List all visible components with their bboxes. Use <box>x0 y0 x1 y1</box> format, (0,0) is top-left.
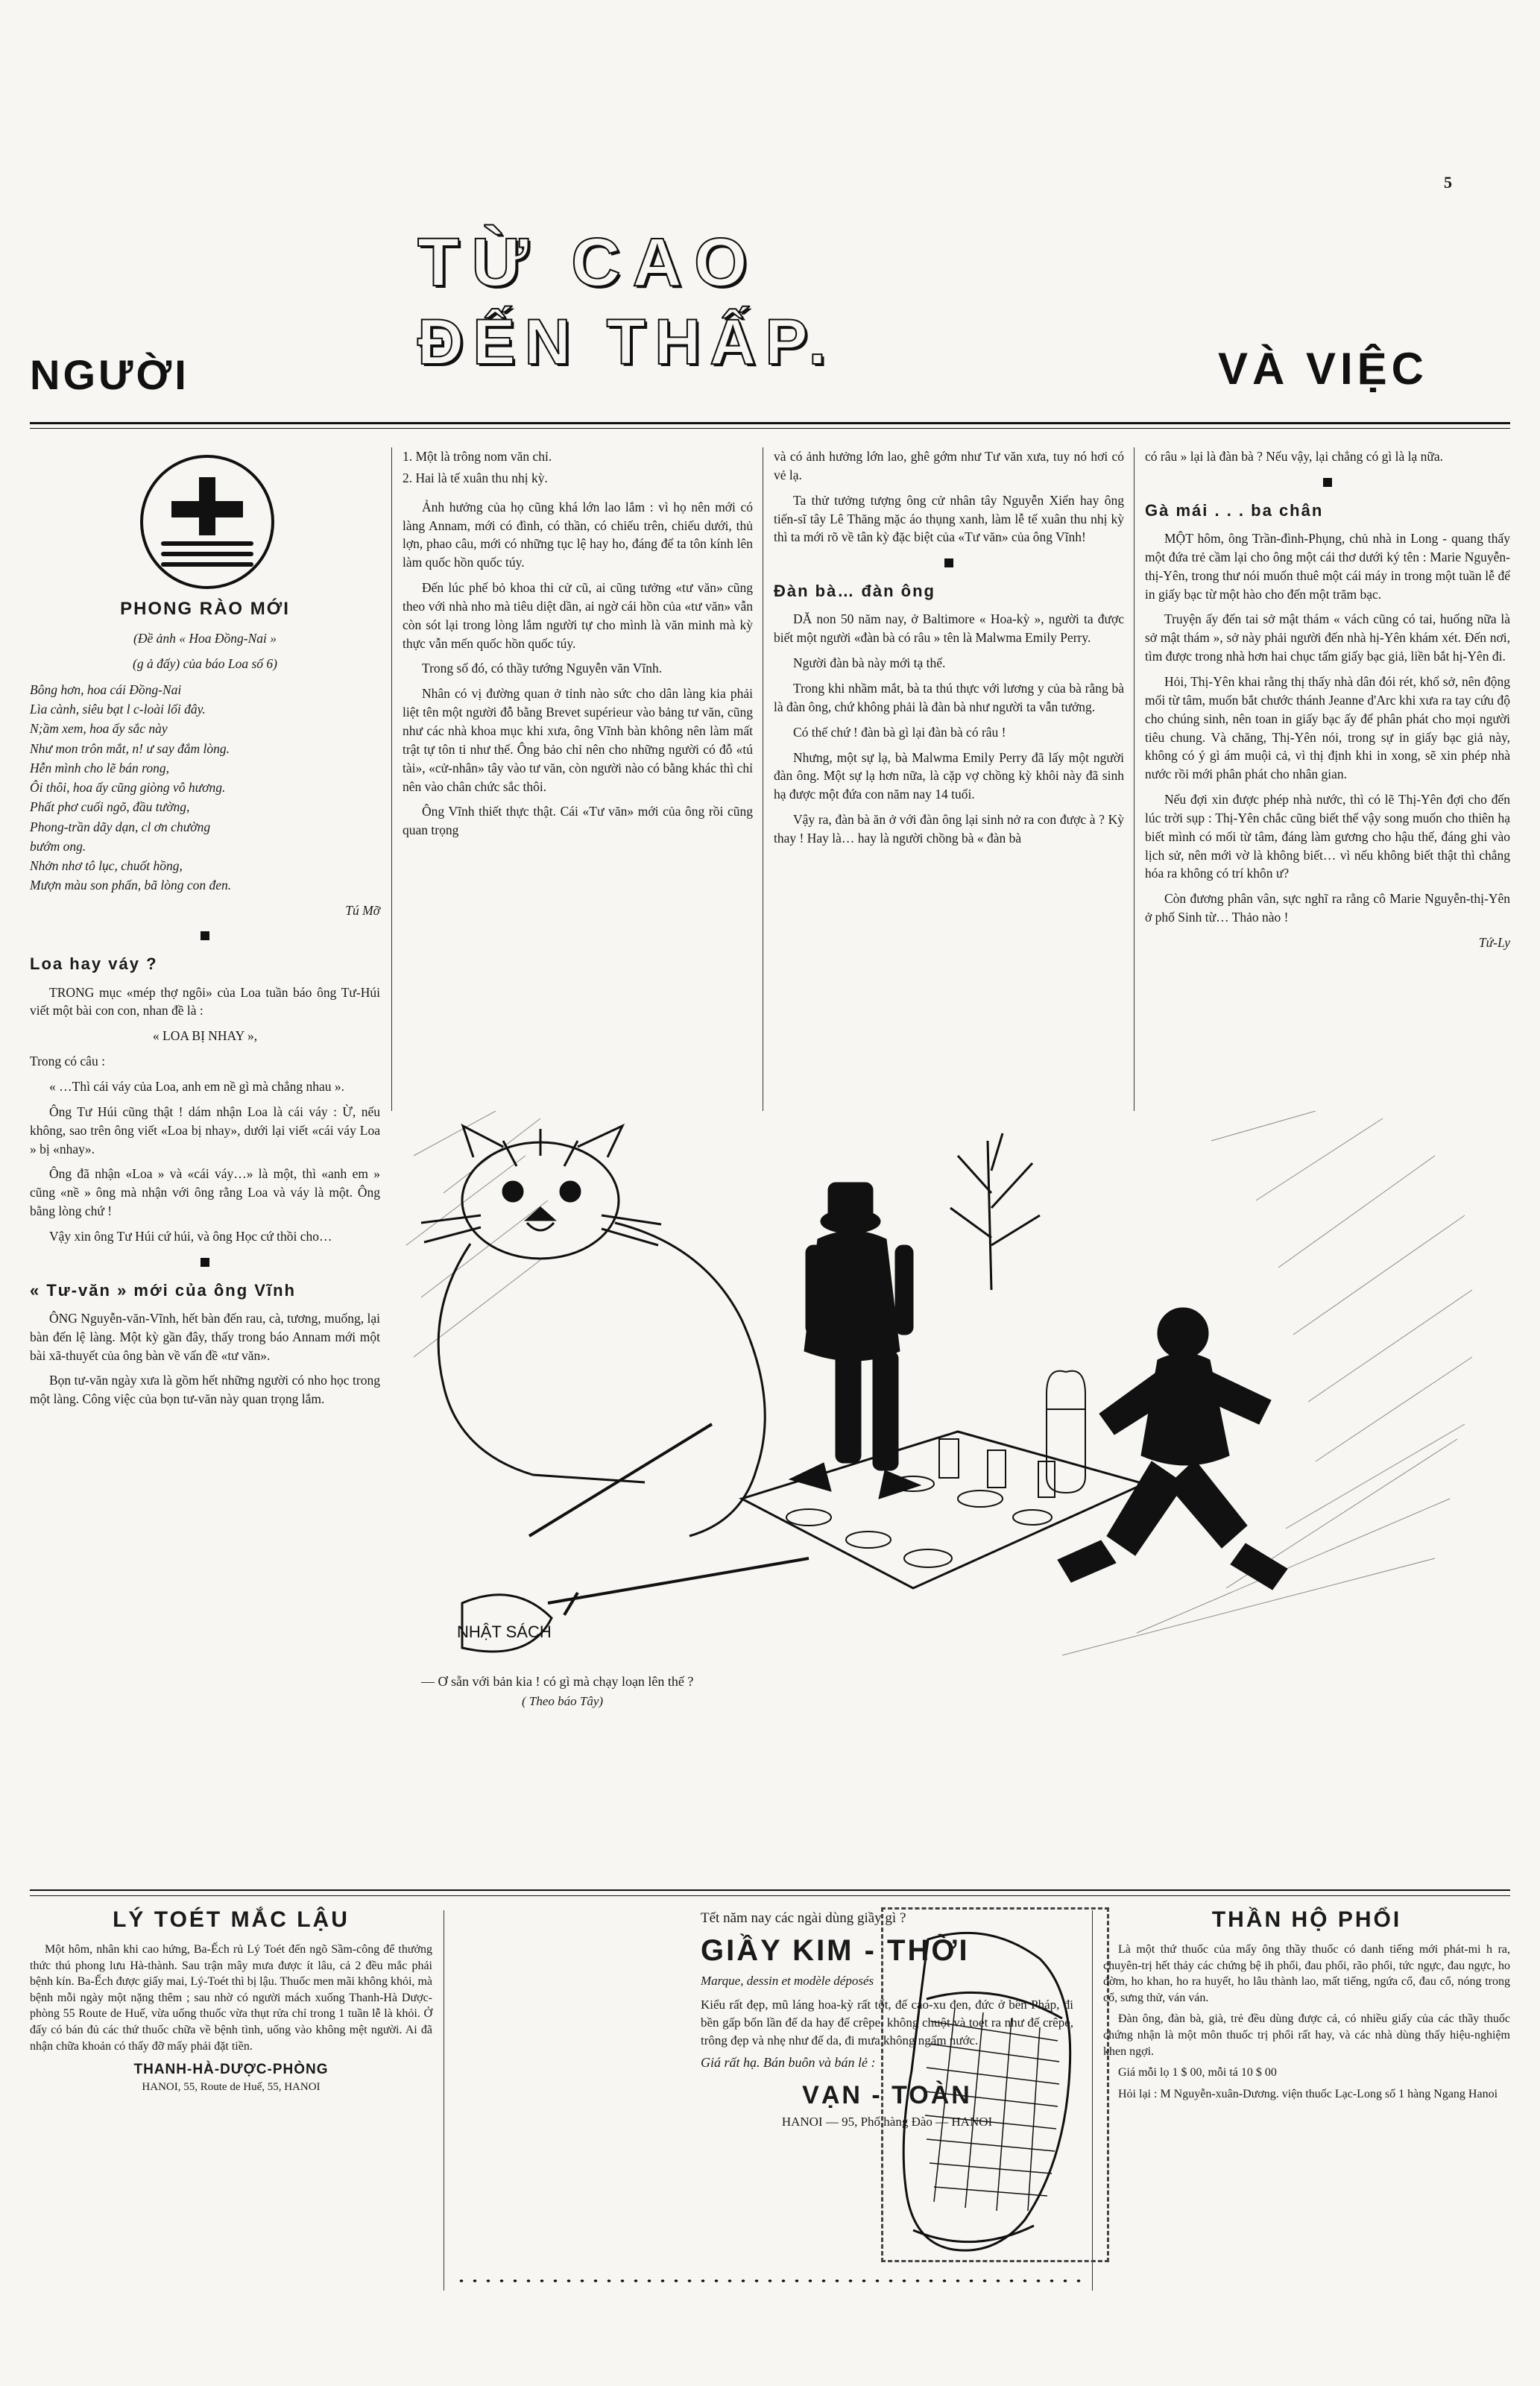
paragraph: MỘT hôm, ông Trần-đình-Phụng, chủ nhà in Long - quang thấy một đứa trẻ cầm lại cho ông một cái thơ dưới ký tên : Marie Nguyễn-thị-Yên, trong thư nói muốn thuê một cái máy in trong một tuần lễ để in giấy bạc từ một hào cho đến một trăm bạc. <box>1145 531 1510 602</box>
advertisements <box>30 1903 1510 2320</box>
poem-line: Bông hơn, hoa cái Đồng-Nai <box>30 682 182 697</box>
paragraph: Hỏi, Thị-Yên khai rằng thị thấy nhà dân đói rét, khổ sở, nên động mối từ tâm, muốn bắt chước thánh Jeanne d'Arc khi xưa ra tay cứu độ cho chúng sinh, nên toan in giấy bạc ấy để phân phát cho mọi người tiêu chung. Và chăng, Thị-Yên nói, trong sự in giấy bạc giả này, không có ý gì ám muội cả, vì thị định khi in xong, sẽ xin phép nhà nước rồi mới phân phát cho nhân gian. <box>1145 673 1510 782</box>
poem-line: Ôi thôi, hoa ấy cũng giòng vô hương. <box>30 780 226 796</box>
section-separator <box>201 1258 209 1267</box>
col1-section3-title: « Tư-văn » mới của ông Vĩnh <box>30 1280 296 1300</box>
col1-heading: PHONG RÀO MỚI <box>120 599 290 619</box>
paragraph: có râu » lại là đàn bà ? Nếu vậy, lại chẳng có gì là lạ nữa. <box>1145 449 1443 464</box>
paragraph: Nếu đợi xin được phép nhà nước, thì có lẽ Thị-Yên đợi cho đến lúc trời sụp : Thị-Yên chắc cũng biết thế vậy song muốn cho thiên hạ biết mình có mối từ tâm, đáng làm gương cho hậu thế, đáng ghi vào lịch sử, nên mới vờ là không biết… vì nếu không biết thật thì chẳng hóa ra không có trí khôn ư? <box>1145 792 1510 881</box>
paragraph: và có ảnh hưởng lớn lao, ghê gớm như Tư văn xưa, tuy nó hơi có vẻ lạ. <box>774 449 1124 482</box>
masthead <box>0 209 1540 425</box>
col1-poem <box>30 680 380 895</box>
paragraph: TRONG mục «mép thợ ngôi» của Loa tuần báo ông Tư-Húi viết một bài con con, nhan đề là : <box>30 984 380 1019</box>
poem-line: N;ầm xem, hoa ấy sắc này <box>30 721 168 737</box>
masthead-rule-thin <box>30 428 1510 429</box>
poem-line: Nhởn nhơ tô lục, chuốt hồng, <box>30 858 183 874</box>
ad3-body: Là một thứ thuốc của mấy ông thầy thuốc có danh tiếng mới phát-mi h ra, chuyên-trị hết thảy các chứng bệ ih phổi, đau phổi, rão phổi, tức ngực, đau ngực, ho đờm, ho khan, ho ra huyết, ho lâu thành lao, mất tiếng, ngứa cổ, đau cổ, nóng trong cổ, sưng thử, ván ván. <box>1103 1943 1510 2004</box>
cartoon-bag-label: NHẬT SÁCH <box>457 1622 552 1641</box>
col1-poem-signature: Tú Mỡ <box>345 902 380 918</box>
masthead-center-line1: TỪ CAO <box>417 224 760 300</box>
poem-line: Hễn mình cho lẽ bán rong, <box>30 760 169 775</box>
cartoon-caption: — Ơ sẵn với bản kia ! có gì mà chạy loạn lên thế ? <box>421 1674 694 1689</box>
poem-line: Lìa cành, siêu bạt l c-loài lối đây. <box>30 702 206 717</box>
cartoon-svg <box>391 1111 1480 1663</box>
ad3-contact: Hỏi lại : M Nguyễn-xuân-Dương. viện thuốc Lạc-Long số 1 hàng Ngang Hanoi <box>1118 2087 1498 2100</box>
ad2-dot-border <box>455 2276 1081 2286</box>
paragraph: Trong số đó, có thầy tướng Nguyễn văn Vĩnh. <box>422 661 663 676</box>
paragraph: « …Thì cái váy của Loa, anh em nề gì mà chẳng nhau ». <box>49 1078 345 1094</box>
ad1-footer-address: HANOI, 55, Route de Huế, 55, HANOI <box>142 2081 321 2094</box>
cartoon-illustration <box>391 1111 1480 1663</box>
col3-section-title: Đàn bà… đàn ông <box>774 582 935 601</box>
paragraph: Truyện ấy đến tai sở mật thám « vách cũng có tai, huống nữa là sở mật thám », sở này phải người đến nhà hị-Yên khám xét. Đến nơi, tìm được trong nhà hơn hai chục tấm giấy bạc giả, liền bắt hị-Yên đi. <box>1145 611 1510 664</box>
paragraph: Còn đương phân vân, sực nghĩ ra rằng cô Marie Nguyễn-thị-Yên ở phố Sinh từ… Thảo nào ! <box>1145 891 1510 925</box>
ad2-text <box>701 1910 1073 2130</box>
ad2-question: Tết năm nay các ngài dùng giầy gì ? <box>701 1910 906 1926</box>
ad2-brand: GIẦY KIM - THỜI <box>701 1934 970 1967</box>
paragraph: Trong khi nhầm mắt, bà ta thú thực với lương y của bà rằng bà là đàn ông, chứ không phải là đàn bà như người ta vẫn tưởng. <box>774 680 1124 714</box>
ad1-body: Một hôm, nhân khi cao hứng, Ba-Ếch rủ Lý Toét đến ngõ Sầm-công để thưởng thức thú phong lưu Hà-thành. Sau trận mây mưa được ít lâu, cả 2 đều mắc phải bệnh kín. Ba-Ếch được giấy mai, Lý-Toét thì bị lậu. Thuốc men mãi không khỏi, mà bệnh mỗi ngày một nặng thêm ; sau nhờ có người mách xuống Thanh-Hà Dược-phòng 55 Route de Huế, vừa uống thuốc vừa thụt rửa chỉ trong 1 tuần lễ là khỏi. Ở đấy có bán đủ các thứ thuốc chữa về bệnh tình, uống vào không mệt người. Ai đã nhận chữa khoản có thấy đỡ mấy phải đặt tiền. <box>30 1943 432 2053</box>
ad3-title: THẦN HỘ PHỔI <box>1211 1907 1402 1932</box>
paragraph: Ông Tư Húi cũng thật ! dám nhận Loa là cái váy : Ừ, nếu không, sao trên ông viết «Loa bị nhay», dưới lại viết «cái váy Loa » bị «nhay». <box>30 1104 380 1156</box>
ad1-footer-name: THANH-HÀ-DƯỢC-PHÒNG <box>133 2062 329 2078</box>
ad2-mark: Marque, dessin et modèle déposés <box>701 1974 874 1988</box>
paragraph: DĂ non 50 năm nay, ở Baltimore « Hoa-kỳ », người ta được biết một người «đàn bà có râu » tên là Malwma Emily Perry. <box>774 611 1124 646</box>
ad-than-ho-phoi[interactable] <box>1103 1903 1510 2305</box>
col4-signature: Tứ-Ly <box>1478 934 1510 950</box>
masthead-center-line2: ĐẾN THẤP. <box>417 306 836 378</box>
col1-subheading-1: (Đề ảnh « Hoa Đồng-Nai » <box>133 631 277 646</box>
ad3-body: Đàn ông, đàn bà, già, trẻ đều dùng được cả, có nhiều giấy của các thầy thuốc chứng nhận là một môn thuốc trị phổi rất hay, và các nhà dùng thấy hiệu-nghiệm khen ngợi. <box>1103 2012 1510 2058</box>
paragraph: Ông Vĩnh thiết thực thật. Cái «Tư văn» mới của ông rồi cũng quan trọng <box>403 804 753 838</box>
paragraph: « LOA BỊ NHAY », <box>152 1028 258 1044</box>
paragraph: ÔNG Nguyễn-văn-Vĩnh, hết bàn đến rau, cà, tương, muống, lại bàn đến lệ làng. Một kỳ gần đây, thấy trong báo Annam mới một bài xã-thuyết của ông bàn về vấn đề «tư văn». <box>30 1310 380 1363</box>
column-4 <box>1145 447 1510 952</box>
list-item: 2. Hai là tế xuân thu nhị kỳ. <box>403 470 548 485</box>
paragraph: Bọn tư-văn ngày xưa là gồm hết những người có nho học trong một làng. Công việc của bọn tư-văn này quan trọng lắm. <box>30 1373 380 1407</box>
poem-line: bướm ong. <box>30 838 86 854</box>
ad2-address: HANOI — 95, Phố hàng Đào — HANOI <box>781 2115 993 2130</box>
ads-rule-thin <box>30 1895 1510 1896</box>
publisher-emblem-icon <box>140 455 274 589</box>
section-separator <box>944 558 953 567</box>
poem-line: Mượn màu son phấn, bã lòng con đen. <box>30 878 232 893</box>
paragraph: Nhân có vị đường quan ở tỉnh nào sức cho dân làng kia phải liệt tên một người đỗ bằng Brevet supérieur vào bảng tư văn, cũng như các nhà khoa mục khi xưa, ông Vĩnh bàn không nên làm mất trật tự tôn ti như thế. Ông bảo chỉ nên cho những người có đỗ «tú tài», «cử-nhân» tây vào tư văn, còn người nào có bằng khác thì chỉ nên vào chân chức sắc thôi. <box>403 686 753 794</box>
ad2-body: Kiểu rất đẹp, mũ láng hoa-kỳ rất tốt, đế cao-xu đen, đức ở bên Pháp, đi bền gấp bốn lần đế da hay đế crêpe, không chuột và toẹt ra như đế crêpe, trông đẹp và nhẹ như đế da, đi mưa không ngấm nước. <box>701 1998 1073 2047</box>
col1-section2-title: Loa hay váy ? <box>30 954 158 974</box>
ad-thanh-ha-pharmacy[interactable] <box>30 1903 432 2305</box>
masthead-right-title: VÀ VIỆC <box>1217 344 1428 394</box>
cartoon-source: ( Theo báo Tây) <box>522 1694 604 1708</box>
section-separator <box>201 931 209 940</box>
column-1 <box>30 447 380 1415</box>
col4-section-title: Gà mái . . . ba chân <box>1145 500 1324 520</box>
masthead-rule-thick <box>30 422 1510 424</box>
list-item: 1. Một là trông nom văn chỉ. <box>403 449 552 464</box>
poem-line: Như mon trôn mắt, n! ư say đắm lòng. <box>30 740 230 756</box>
ad3-price: Giá mỗi lọ 1 $ 00, mỗi tá 10 $ 00 <box>1118 2066 1277 2080</box>
paragraph: Người đàn bà này mới tạ thế. <box>793 655 946 671</box>
ad-kim-thoi-shoes[interactable] <box>455 1903 1081 2305</box>
page-number: 5 <box>1444 173 1452 192</box>
paragraph: Có thế chứ ! đàn bà gì lại đàn bà có râu ! <box>793 724 1006 740</box>
paragraph: Ta thử tưởng tượng ông cử nhân tây Nguyễn Xiển hay ông tiến-sĩ tây Lê Thăng mặc áo thụng xanh, làm lễ tế xuân thu nhị kỳ thì ta mới rõ về tân kỳ đặc biệt của «Tư văn» của ông Vĩnh! <box>774 492 1124 545</box>
ad2-price: Giá rất hạ. Bán buôn và bán lẻ : <box>701 2055 876 2071</box>
ad2-shop: VẠN - TOÀN <box>802 2081 972 2110</box>
ads-rule-thick <box>30 1889 1510 1891</box>
paragraph: Nhưng, một sự lạ, bà Malwma Emily Perry đã lấy một người đàn ông. Một sự lạ hơn nữa, là cặp vợ chồng kỳ khôi này đã sinh hạ được một đứa con năm nay 14 tuổi. <box>774 749 1124 802</box>
column-2 <box>403 447 753 846</box>
section-separator <box>1323 478 1332 487</box>
poem-line: Phất phơ cuối ngõ, đầu tường, <box>30 799 190 815</box>
col1-subheading-2: (g ả đấy) của báo Loa số 6) <box>133 655 277 671</box>
poem-line: Phong-trần dãy dạn, cl ơn chường <box>30 819 211 834</box>
paragraph: Vậy xin ông Tư Húi cứ húi, và ông Học cứ thồi cho… <box>49 1228 332 1244</box>
paragraph: Trong có câu : <box>30 1054 105 1069</box>
paragraph: Ảnh hưởng của họ cũng khá lớn lao lắm : vì họ nên mới có làng Annam, mới có đình, có thần, có chiếu trên, chiếu dưới, thủ lợn, phao câu, mới có những tục lệ hay ho, đáng để ta tôn kính lên làm quốc hồn quốc túy. <box>403 499 753 570</box>
masthead-left-title: NGƯỜI <box>30 351 189 398</box>
column-3 <box>774 447 1124 854</box>
paragraph: Vậy ra, đàn bà ăn ở với đàn ông lại sinh nở ra con được à ? Kỳ thay ! Hay là… hay là người chồng bà « đàn bà <box>774 812 1124 846</box>
paragraph: Ông đã nhận «Loa » và «cái váy…» là một, thì «anh em » cũng «nề » ông mà nhận với ông rằng Loa và váy là một. Ông bằng lòng chứ ! <box>30 1166 380 1219</box>
ad1-title: LÝ TOÉT MẮC LẬU <box>113 1907 350 1932</box>
paragraph: Đến lúc phế bỏ khoa thi cử cũ, ai cũng tưởng «tư văn» cũng theo với nhà nho mà tiêu diệt dần, ai ngờ cái hồn của «tư văn» vẫn còn sót lại trong lòng lắm người tự cho mình là văn minh mà kỳ thực vẫn mến quốc hồn quốc túy. <box>403 580 753 651</box>
